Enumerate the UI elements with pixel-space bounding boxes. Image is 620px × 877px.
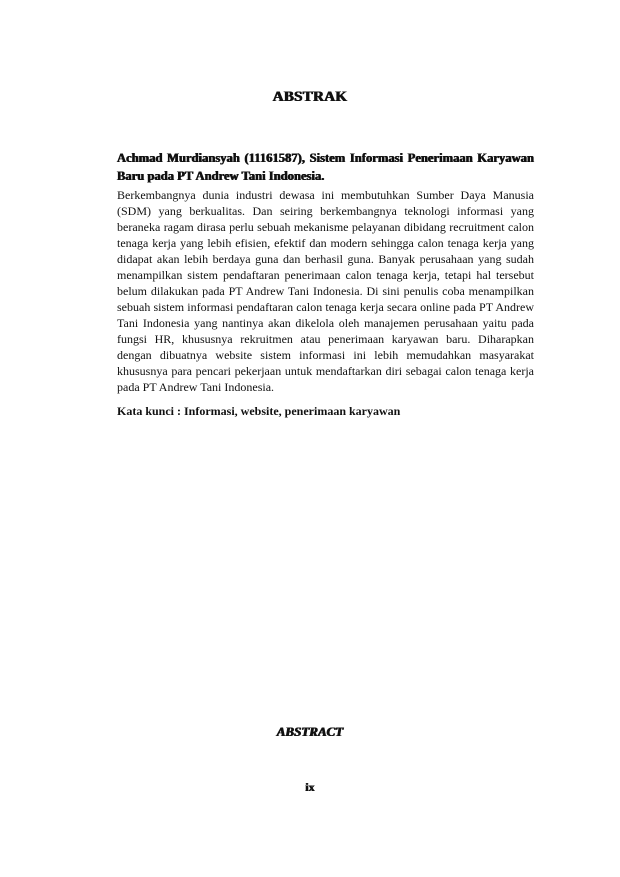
page-number: ix: [305, 780, 315, 794]
english-abstract-heading: ABSTRACT: [276, 724, 344, 739]
abstract-body-paragraph: Berkembangnya dunia industri dewasa ini membutuhkan Sumber Daya Manusia (SDM) yang berkualitas. Dan seiring berkembangnya teknologi informasi yang beraneka ragam dirasa perlu sebuah mekanisme pelayanan dibidang recruitment calon tenaga kerja yang lebih efisien, efektif dan modern sehingga calon tenaga kerja yang didapat akan lebih berdaya guna dan berhasil guna. Banyak perusahaan yang sudah menampilkan sistem pendaftaran penerimaan calon tenaga kerja, tetapi hal tersebut belum dilakukan pada PT Andrew Tani Indonesia. Di sini penulis coba menampilkan sebuah sistem informasi pendaftaran calon tenaga kerja secara online pada PT Andrew Tani Indonesia yang nantinya akan dikelola oleh manajemen perusahaan yaitu pada fungsi HR, khususnya rekruitmen atau penerimaan karyawan baru. Diharapkan dengan dibuatnya website sistem informasi ini lebih memudahkan masyarakat khususnya para pencari pekerjaan untuk mendaftarkan diri sebagai calon tenaga kerja pada PT Andrew Tani Indonesia.: [117, 188, 534, 394]
keywords-line: Kata kunci : Informasi, website, penerimaan karyawan: [117, 404, 401, 418]
author-and-thesis-title: Achmad Murdiansyah (11161587), Sistem Informasi Penerimaan Karyawan Baru pada PT Andrew Tani Indonesia.: [117, 151, 534, 183]
page-title: ABSTRAK: [272, 89, 348, 105]
